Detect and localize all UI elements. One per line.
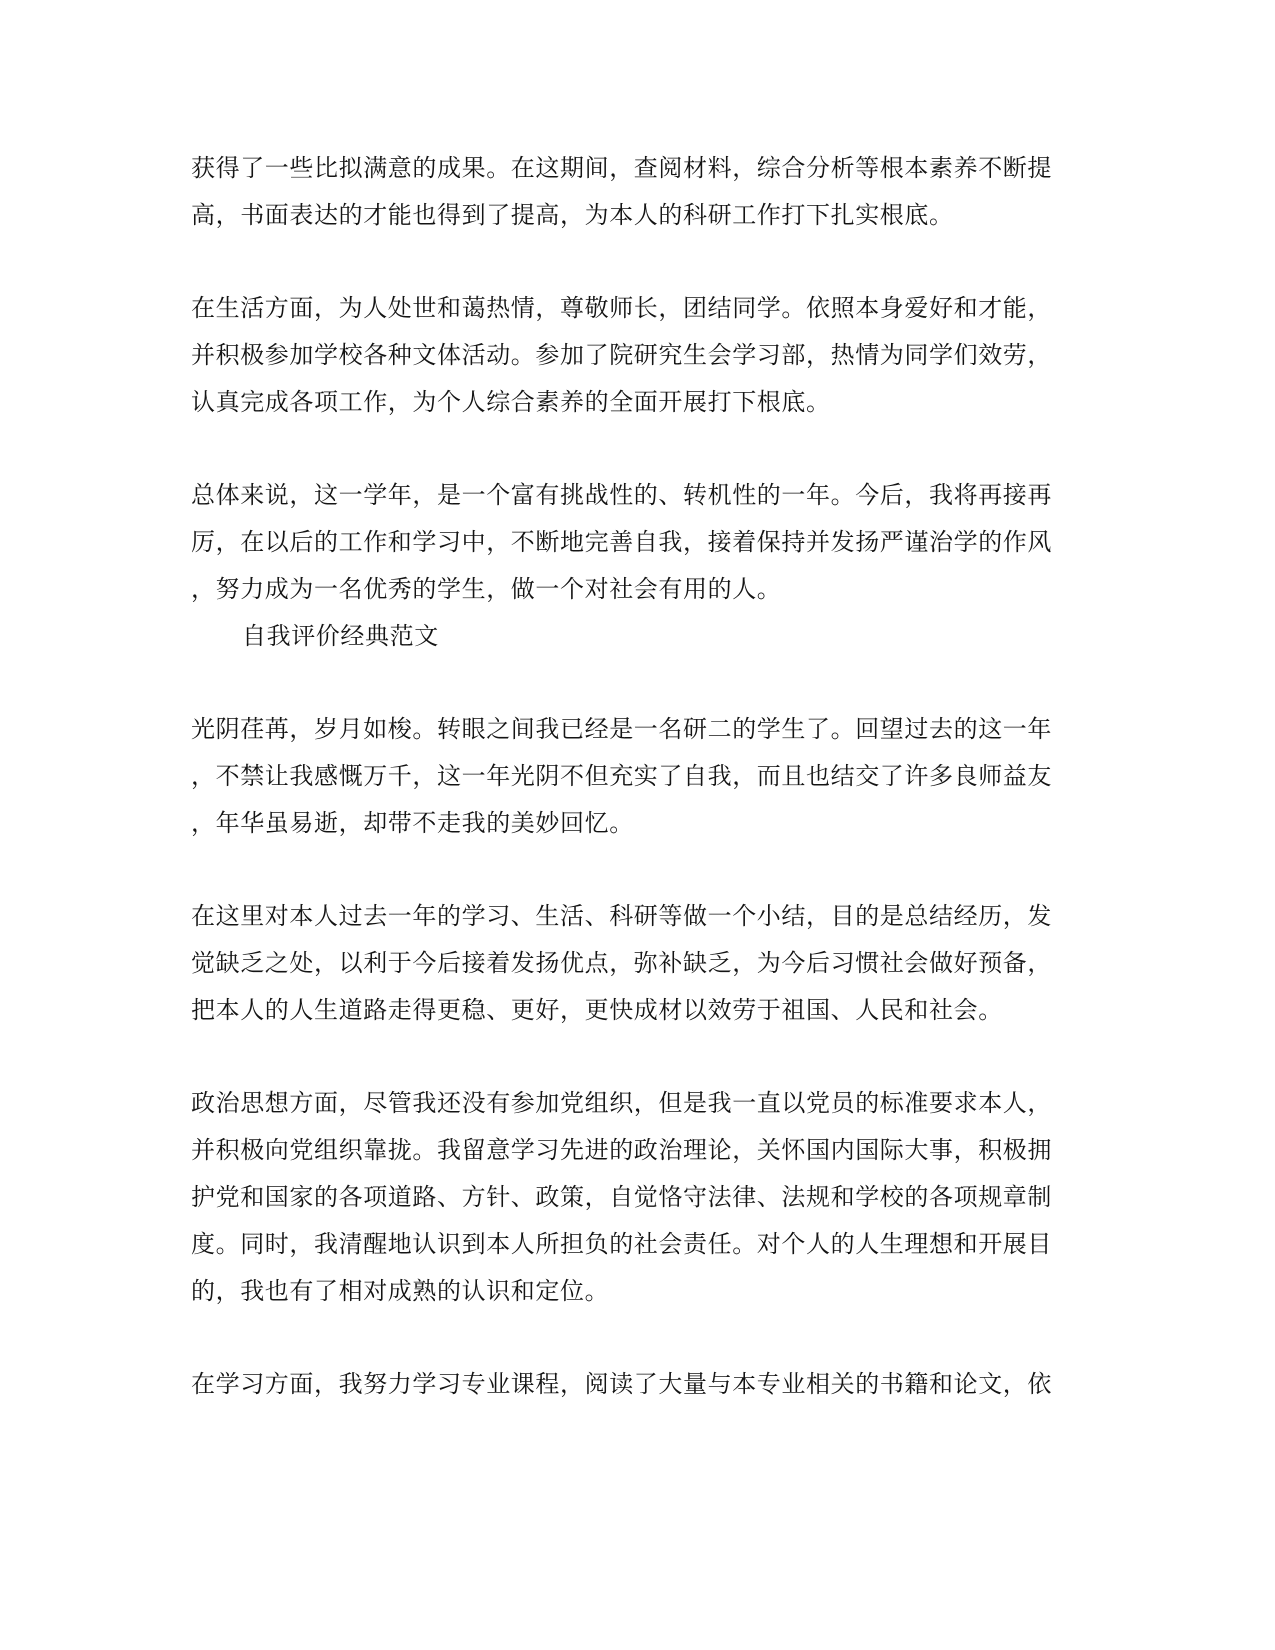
text-line: 认真完成各项工作，为个人综合素养的全面开展打下根底。	[191, 388, 831, 416]
heading-text: 自我评价经典范文	[242, 622, 439, 650]
text-line: 高，书面表达的才能也得到了提高，为本人的科研工作打下扎实根底。	[191, 201, 954, 229]
text-line: 厉，在以后的工作和学习中，不断地完善自我，接着保持并发扬严谨治学的作风	[191, 528, 1052, 556]
text-line: 并积极向党组织靠拢。我留意学习先进的政治理论，关怀国内国际大事，积极拥	[191, 1136, 1052, 1164]
text-line: 总体来说，这一学年，是一个富有挑战性的、转机性的一年。今后，我将再接再	[191, 481, 1052, 509]
text-line: 在生活方面，为人处世和蔼热情，尊敬师长，团结同学。依照本身爱好和才能，	[191, 294, 1052, 322]
text-line: 光阴荏苒，岁月如梭。转眼之间我已经是一名研二的学生了。回望过去的这一年	[191, 715, 1052, 743]
text-line: 的，我也有了相对成熟的认识和定位。	[191, 1277, 610, 1305]
text-line: 把本人的人生道路走得更稳、更好，更快成材以效劳于祖国、人民和社会。	[191, 996, 1003, 1024]
text-line: 在学习方面，我努力学习专业课程，阅读了大量与本专业相关的书籍和论文，依	[191, 1370, 1052, 1398]
text-line: ，努力成为一名优秀的学生，做一个对社会有用的人。	[191, 575, 782, 603]
text-line: 获得了一些比拟满意的成果。在这期间，查阅材料，综合分析等根本素养不断提	[191, 154, 1052, 182]
text-line: ，不禁让我感慨万千，这一年光阴不但充实了自我，而且也结交了许多良师益友	[191, 762, 1052, 790]
text-line: 度。同时，我清醒地认识到本人所担负的社会责任。对个人的人生理想和开展目	[191, 1230, 1052, 1258]
text-line: 觉缺乏之处，以利于今后接着发扬优点，弥补缺乏，为今后习惯社会做好预备，	[191, 949, 1052, 977]
text-line: 护党和国家的各项道路、方针、政策，自觉恪守法律、法规和学校的各项规章制	[191, 1183, 1052, 1211]
text-line: ，年华虽易逝，却带不走我的美妙回忆。	[191, 809, 634, 837]
text-line: 在这里对本人过去一年的学习、生活、科研等做一个小结，目的是总结经历，发	[191, 902, 1052, 930]
text-line: 并积极参加学校各种文体活动。参加了院研究生会学习部，热情为同学们效劳，	[191, 341, 1052, 369]
text-line: 政治思想方面，尽管我还没有参加党组织，但是我一直以党员的标准要求本人，	[191, 1089, 1052, 1117]
